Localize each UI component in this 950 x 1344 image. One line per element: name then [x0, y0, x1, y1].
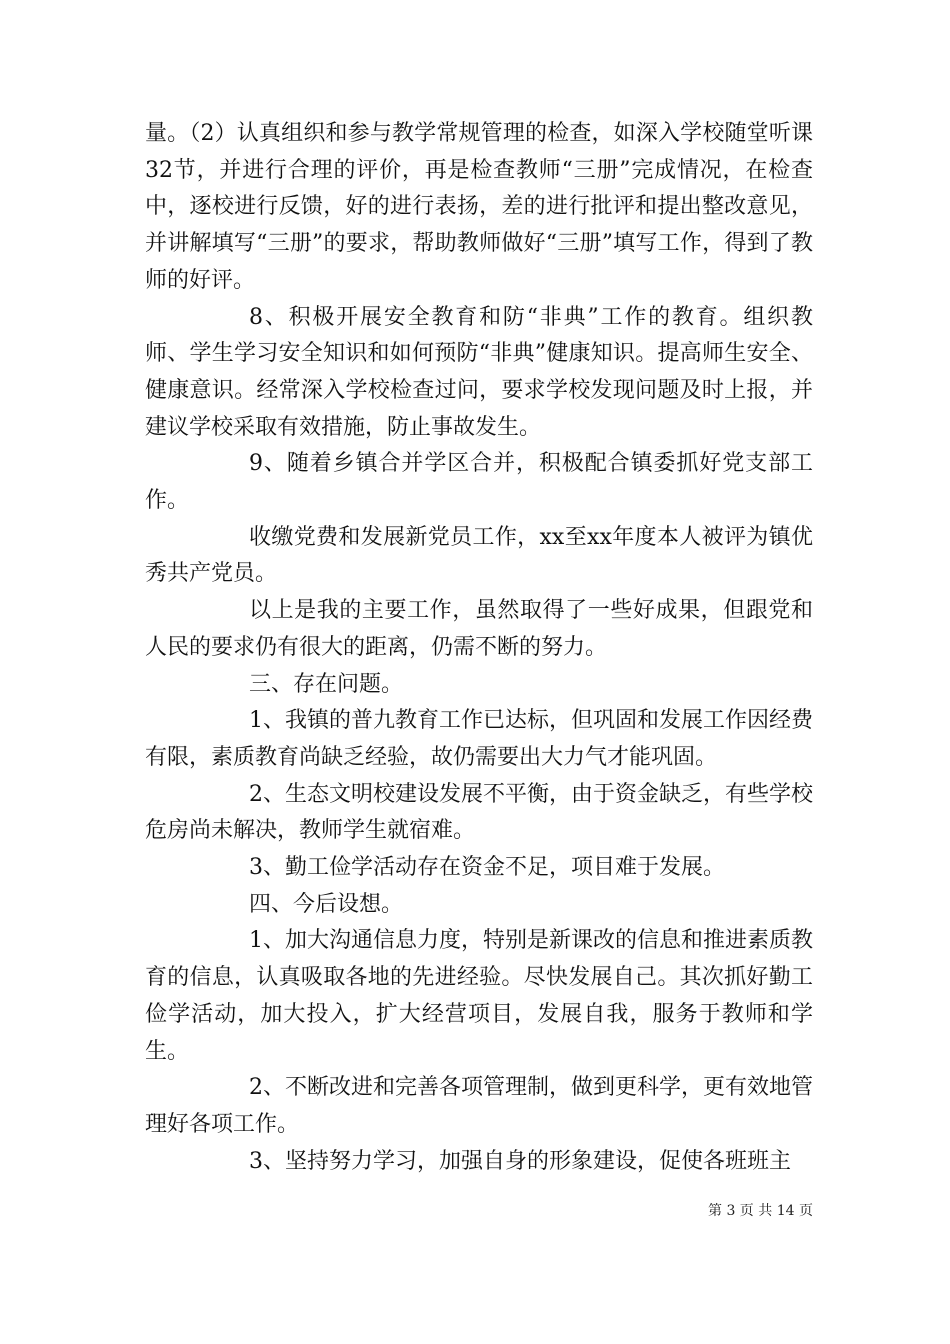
paragraph-problem-1: 1、我镇的普九教育工作已达标，但巩固和发展工作因经费有限，素质教育尚缺乏经验，故仍需要出大力气才能巩固。: [145, 708, 813, 770]
paragraph-summary: 以上是我的主要工作，虽然取得了一些好成果，但跟党和人民的要求仍有很大的距离，仍需不断的努力。: [145, 598, 813, 660]
paragraph-item-9: 9、随着乡镇合并学区合并，积极配合镇委抓好党支部工作。: [145, 451, 813, 514]
section-heading-plans: 四、今后设想。: [249, 891, 404, 917]
paragraph-party-work: 收缴党费和发展新党员工作，xx至xx年度本人被评为镇优秀共产党员。: [145, 524, 813, 587]
paragraph-plan-1: 1、加大沟通信息力度，特别是新课改的信息和推进素质教育的信息，认真吸取各地的先进经验。尽快发展自己。其次抓好勤工俭学活动，加大投入，扩大经营项目，发展自我，服务于教师和学生。: [145, 928, 813, 1064]
page-number: 第 3 页 共 14 页: [708, 1203, 813, 1219]
paragraph-item-8: 8、积极开展安全教育和防“非典”工作的教育。组织教师、学生学习安全知识和如何预防“非典”健康知识。提高师生安全、健康意识。经常深入学校检查过问，要求学校发现问题及时上报，并建议学校采取有效措施，防止事故发生。: [145, 304, 813, 440]
document-body: [145, 116, 813, 1180]
paragraph-plan-2: 2、不断改进和完善各项管理制，做到更科学，更有效地管理好各项工作。: [145, 1075, 813, 1137]
paragraph-problem-2: 2、生态文明校建设发展不平衡，由于资金缺乏，有些学校危房尚未解决，教师学生就宿难。: [145, 781, 813, 844]
paragraph-plan-3: 3、坚持努力学习，加强自身的形象建设，促使各班班主: [249, 1148, 791, 1174]
paragraph-problem-3: 3、勤工俭学活动存在资金不足，项目难于发展。: [249, 855, 725, 881]
section-heading-problems: 三、存在问题。: [249, 671, 404, 697]
paragraph-continuation: 量。（2）认真组织和参与教学常规管理的检查，如深入学校随堂听课32节，并进行合理的评价，再是检查教师“三册”完成情况，在检查中，逐校进行反馈，好的进行表扬，差的进行批评和提出整改意见，并讲解填写“三册”的要求，帮助教师做好“三册”填写工作，得到了教师的好评。: [145, 121, 813, 293]
